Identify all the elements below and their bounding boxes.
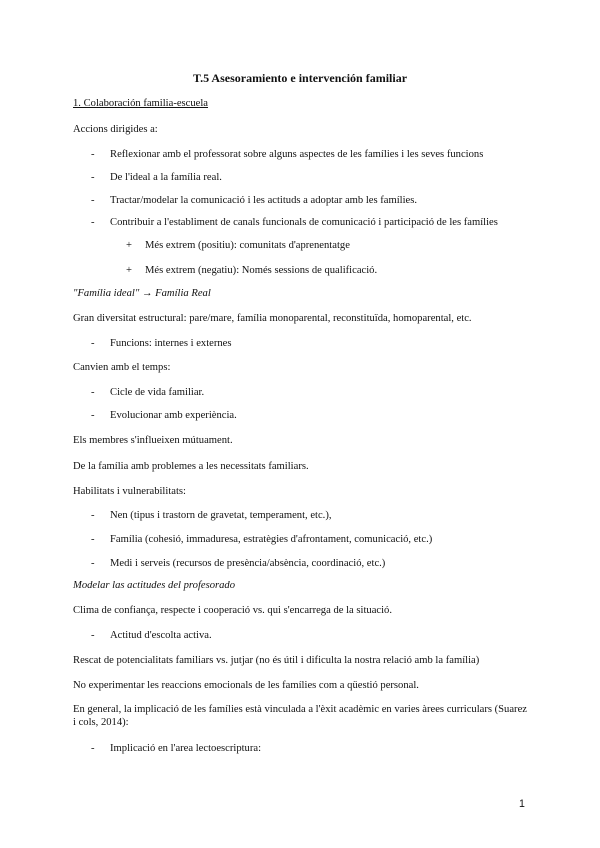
paragraph: En general, la implicació de les famílies està vinculada a l'èxit acadèmic en varies àrees curriculars (Suarez i cols, 2014):	[73, 704, 527, 728]
paragraph: Rescat de potencialitats familiars vs. jutjar (no és útil i dificulta la nostra relació amb la família)	[73, 655, 480, 666]
paragraph: Els membres s'influeixen mútuament.	[73, 435, 233, 446]
bullet-item: Cicle de vida familiar.	[110, 387, 205, 398]
page-number: 1	[519, 798, 525, 810]
bullet-dash: -	[91, 534, 95, 545]
bullet-dash: -	[91, 510, 95, 521]
document-title: T.5 Asesoramiento e intervención familiar	[192, 71, 408, 85]
bullet-dash: -	[91, 630, 95, 641]
bullet-item: Família (cohesió, immaduresa, estratègies d'afrontament, comunicació, etc.)	[110, 534, 433, 545]
paragraph: No experimentar les reaccions emocionals de les famílies com a qüestió personal.	[73, 680, 419, 691]
bullet-dash: -	[91, 338, 95, 349]
bullet-item: Nen (tipus i trastorn de gravetat, temperament, etc.),	[110, 510, 332, 521]
sub-bullet-plus: +	[126, 240, 132, 251]
bullet-dash: -	[91, 149, 95, 160]
bullet-dash: -	[91, 172, 95, 183]
subheading: Modelar las actitudes del profesorado	[73, 580, 236, 591]
paragraph: Canvien amb el temps:	[73, 362, 171, 373]
paragraph: Habilitats i vulnerabilitats:	[73, 486, 186, 497]
bullet-dash: -	[91, 410, 95, 421]
bullet-item: Implicació en l'area lectoescriptura:	[110, 743, 262, 754]
bullet-dash: -	[91, 195, 95, 206]
paragraph: Clima de confiança, respecte i cooperació vs. qui s'encarrega de la situació.	[73, 605, 392, 616]
subheading: "Família ideal" → Família Real	[73, 288, 211, 299]
bullet-item: Contribuir a l'establiment de canals funcionals de comunicació i participació de les famílies	[110, 217, 498, 228]
sub-bullet-plus: +	[126, 265, 132, 276]
bullet-item: Reflexionar amb el professorat sobre alguns aspectes de les famílies i les seves funcions	[110, 149, 484, 160]
sub-bullet-item: Més extrem (negatiu): Només sessions de qualificació.	[145, 265, 378, 276]
paragraph: Accions dirigides a:	[73, 124, 158, 135]
bullet-item: De l'ideal a la família real.	[110, 172, 222, 183]
section-heading: 1. Colaboración familia-escuela	[73, 98, 209, 109]
bullet-dash: -	[91, 387, 95, 398]
bullet-item: Evolucionar amb experiència.	[110, 410, 237, 421]
bullet-item: Funcions: internes i externes	[110, 338, 232, 349]
bullet-dash: -	[91, 558, 95, 569]
bullet-item: Medi i serveis (recursos de presència/absència, coordinació, etc.)	[110, 558, 386, 569]
bullet-dash: -	[91, 217, 95, 228]
sub-bullet-item: Més extrem (positiu): comunitats d'aprenentatge	[145, 240, 350, 251]
bullet-item: Actitud d'escolta activa.	[110, 630, 212, 641]
bullet-dash: -	[91, 743, 95, 754]
paragraph: Gran diversitat estructural: pare/mare, família monoparental, reconstituïda, homoparental, etc.	[73, 313, 472, 324]
bullet-item: Tractar/modelar la comunicació i les actituds a adoptar amb les famílies.	[110, 195, 418, 206]
paragraph: De la família amb problemes a les necessitats familiars.	[73, 461, 309, 472]
